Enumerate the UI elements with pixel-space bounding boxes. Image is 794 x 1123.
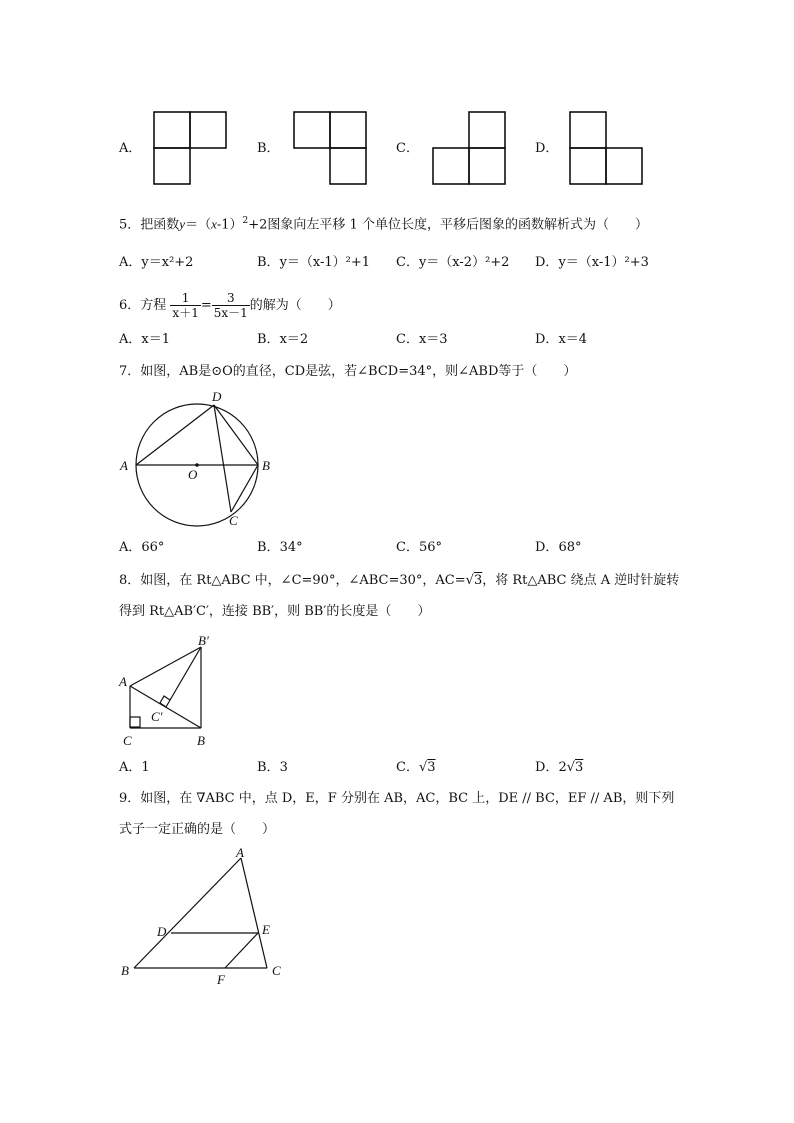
q9-label-f: F [217, 972, 225, 987]
q9-label-b: B [121, 963, 129, 978]
option-coefficient: 2 [558, 760, 567, 775]
option-text: 34° [279, 540, 303, 555]
q7-label-c: C [229, 513, 238, 528]
fraction-denominator: x＋1 [172, 306, 199, 320]
option-letter: D． [535, 540, 559, 555]
option-letter: B． [257, 255, 280, 270]
q4-option-d-letter: D． [535, 141, 559, 156]
q8-stem-line2: 得到 Rt△AB′C′，连接 BB′，则 BB′的长度是（ ） [119, 604, 431, 619]
option-text: 56° [418, 540, 442, 555]
q5-stem-var-x: x [211, 216, 217, 232]
option-radicand: 3 [427, 760, 436, 775]
q9-label-c: C [272, 963, 281, 978]
option-letter: C． [396, 540, 419, 555]
fraction-denominator: 5x－1 [213, 306, 248, 320]
q7-label-a: A [120, 458, 128, 473]
option-text: y＝（x-2）²+2 [418, 255, 510, 270]
q4-option-c-letter: C． [396, 141, 419, 156]
sqrt-symbol: √ [566, 760, 576, 775]
q4-option-b-letter: B． [257, 141, 280, 156]
q8-label-cprime: C′ [151, 709, 163, 724]
q9-stem-line2: 式子一定正确的是（ ） [119, 822, 276, 837]
option-letter: A． [119, 540, 142, 555]
q5-stem-part: ＝（ [185, 217, 212, 233]
option-letter: D． [535, 255, 559, 270]
option-text: 3 [279, 760, 288, 775]
q8-label-c: C [123, 733, 132, 748]
option-letter: B． [257, 760, 280, 775]
q8-label-a: A [119, 674, 127, 689]
option-letter: A． [119, 760, 142, 775]
q8-radicand: 3 [473, 573, 483, 588]
q6-suffix: 的解为（ ） [249, 298, 341, 313]
q9-label-a: A [236, 845, 244, 860]
q7-label-o: O [188, 467, 198, 482]
option-text: x＝4 [558, 332, 588, 347]
option-letter: A． [119, 332, 142, 347]
q7-stem: 7．如图，AB是⊙O的直径，CD是弦，若∠BCD=34°，则∠ABD等于（ ） [119, 364, 577, 379]
q7-label-d: D [212, 389, 222, 404]
q8-label-b: B [197, 733, 205, 748]
sqrt-symbol: √ [418, 760, 428, 775]
option-letter: C． [396, 760, 419, 775]
q9-label-e: E [262, 922, 270, 937]
option-text: x＝3 [418, 332, 448, 347]
option-letter: D． [535, 760, 559, 775]
option-text: y＝（x-1）²+3 [558, 255, 649, 270]
q9-stem-line1: 9．如图，在 ∇ABC 中，点 D，E，F 分别在 AB，AC，BC 上，DE // BC，EF // AB，则下列 [119, 791, 675, 806]
q5-stem-exponent: 2 [242, 216, 249, 226]
q4-option-a-letter: A． [119, 141, 142, 156]
option-text: x＝2 [279, 332, 309, 347]
q7-label-b: B [262, 458, 270, 473]
q5-stem-part: 5．把函数 [119, 217, 180, 233]
option-letter: A． [119, 255, 142, 270]
option-radicand: 3 [575, 760, 584, 775]
option-text: x＝1 [141, 332, 170, 347]
option-text: y＝x²+2 [141, 255, 194, 270]
q5-stem-part: +2图象向左平移 1 个单位长度，平移后图象的函数解析式为（ ） [248, 217, 648, 233]
q8-label-bprime: B′ [198, 633, 209, 648]
option-text: 66° [141, 540, 165, 555]
q8-line1-tail: ，将 Rt△ABC 绕点 A 逆时针旋转 [482, 573, 680, 588]
q6-equals: = [200, 298, 212, 313]
q5-stem-var-y: y [179, 216, 186, 232]
sqrt-symbol: √ [465, 573, 474, 588]
fraction-numerator: 1 [170, 291, 200, 306]
q6-prefix: 6．方程 [119, 298, 167, 313]
option-letter: B． [257, 540, 280, 555]
option-letter: C． [396, 255, 419, 270]
option-letter: C． [396, 332, 419, 347]
option-text: 1 [141, 760, 150, 775]
q8-line1-text: 8．如图，在 Rt△ABC 中，∠C=90°，∠ABC=30°，AC= [119, 573, 466, 588]
option-letter: D． [535, 332, 559, 347]
fraction-numerator: 3 [212, 291, 250, 306]
q9-label-d: D [157, 924, 167, 939]
option-text: 68° [558, 540, 582, 555]
option-text: y＝（x-1）²+1 [279, 255, 371, 270]
q5-stem-part: -1） [216, 217, 243, 233]
option-letter: B． [257, 332, 280, 347]
